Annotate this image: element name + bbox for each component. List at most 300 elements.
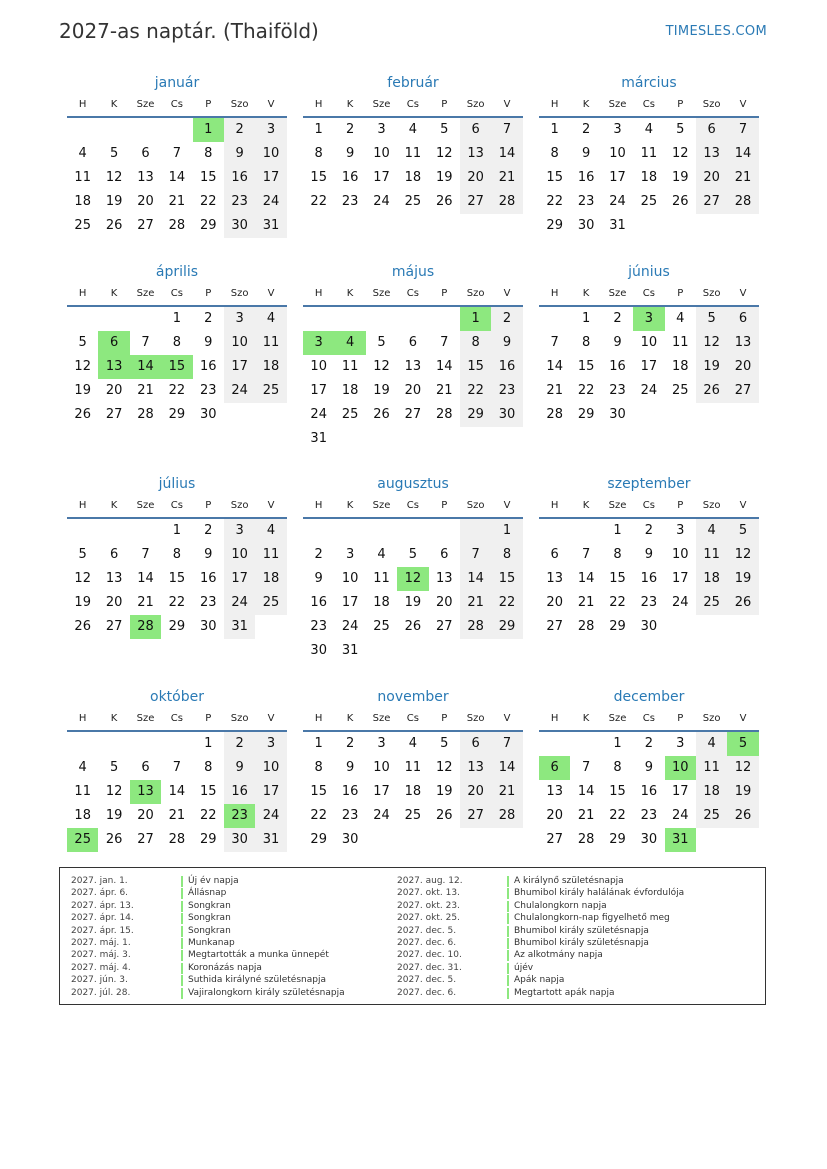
day-cell: 7 — [581, 547, 591, 562]
day-cell: 20 — [696, 166, 727, 190]
weekday-label: V — [503, 99, 511, 110]
legend-holiday-name: Chulalongkorn napja — [514, 900, 607, 911]
day-cell: 19 — [74, 383, 91, 398]
empty-cell — [366, 519, 397, 543]
day-cell: 21 — [137, 383, 154, 398]
day-cell: 26 — [404, 619, 422, 634]
day-cell: 23 — [224, 190, 255, 214]
day-cell: 24 — [373, 808, 390, 823]
month-name: április — [155, 264, 199, 280]
day-cell: 12 — [74, 359, 91, 374]
day-cell: 28 — [491, 190, 522, 214]
weekday-label: H — [550, 713, 559, 724]
day-cell: 24 — [224, 591, 255, 615]
weekday-label: Cs — [170, 288, 183, 299]
day-cell: 9 — [613, 335, 622, 350]
day-cell: 23 — [341, 194, 359, 209]
day-cell: 15 — [310, 784, 327, 799]
holiday-day-cell: 25 — [67, 828, 98, 852]
day-cell: 5 — [696, 307, 727, 331]
day-cell: 20 — [460, 780, 491, 804]
day-cell: 4 — [255, 307, 286, 331]
weekday-label: Cs — [642, 713, 655, 724]
day-grid — [67, 519, 287, 639]
weekday-label: K — [110, 500, 118, 511]
day-cell: 11 — [696, 543, 727, 567]
day-cell: 5 — [408, 547, 417, 562]
day-cell: 13 — [546, 784, 563, 799]
day-cell: 30 — [640, 832, 658, 847]
legend-holiday-name: Bhumibol király halálának évfordulója — [514, 888, 685, 899]
legend-column-left — [71, 875, 345, 999]
legend-date: 2027. dec. 6. — [397, 937, 457, 948]
day-cell: 17 — [255, 780, 286, 804]
weekday-label: K — [346, 500, 354, 511]
legend-date: 2027. ápr. 15. — [71, 925, 134, 936]
day-cell: 26 — [105, 218, 123, 233]
day-cell: 4 — [644, 122, 653, 137]
empty-cell — [334, 307, 365, 331]
empty-cell — [570, 519, 601, 543]
weekday-label: K — [582, 500, 590, 511]
weekday-label: Cs — [170, 713, 183, 724]
day-cell: 17 — [341, 595, 359, 610]
day-cell: 5 — [377, 335, 386, 350]
weekday-label: Cs — [642, 500, 655, 511]
day-cell: 9 — [491, 331, 522, 355]
day-cell: 5 — [440, 122, 449, 137]
day-cell: 16 — [341, 170, 359, 185]
legend-date: 2027. ápr. 6. — [71, 888, 129, 899]
day-cell: 7 — [460, 543, 491, 567]
legend-holiday-name: Songkran — [188, 900, 231, 911]
month-5 — [303, 261, 523, 451]
day-cell: 25 — [404, 808, 422, 823]
weekday-header — [303, 708, 523, 732]
day-cell: 4 — [377, 547, 386, 562]
day-cell: 15 — [460, 355, 491, 379]
weekday-label: K — [346, 713, 354, 724]
day-cell: 11 — [255, 543, 286, 567]
weekday-label: Sze — [608, 713, 627, 724]
legend-holiday-name: Vajiralongkorn király születésnapja — [188, 987, 345, 998]
legend-holiday-name: Songkran — [188, 913, 231, 924]
page-title: 2027-as naptár. (Thaiföld) — [59, 19, 319, 43]
weekday-header — [67, 708, 287, 732]
day-cell: 24 — [310, 407, 327, 422]
legend-holiday-name: Songkran — [188, 925, 231, 936]
legend-date: 2027. okt. 13. — [397, 888, 460, 899]
day-cell: 4 — [78, 760, 87, 775]
day-cell: 19 — [696, 355, 727, 379]
month-9 — [539, 473, 759, 639]
empty-cell — [429, 307, 460, 331]
day-cell: 8 — [172, 335, 181, 350]
legend-row — [397, 937, 684, 949]
day-cell: 5 — [676, 122, 685, 137]
day-cell: 9 — [224, 756, 255, 780]
day-cell: 22 — [310, 808, 327, 823]
day-cell: 13 — [460, 756, 491, 780]
day-cell: 15 — [199, 170, 217, 185]
day-cell: 15 — [577, 359, 595, 374]
day-cell: 25 — [373, 619, 390, 634]
day-cell: 16 — [577, 170, 595, 185]
day-cell: 2 — [204, 311, 213, 326]
weekday-header — [539, 495, 759, 519]
day-cell: 12 — [435, 760, 453, 775]
day-cell: 18 — [640, 170, 658, 185]
day-cell: 30 — [491, 403, 522, 427]
weekday-label: P — [677, 99, 684, 110]
month-name: február — [387, 75, 439, 91]
legend-marker — [507, 901, 509, 912]
legend-row — [397, 974, 684, 986]
empty-cell — [303, 519, 334, 543]
day-cell: 30 — [224, 214, 255, 238]
weekday-header — [303, 283, 523, 307]
day-cell: 1 — [613, 736, 622, 751]
holiday-day-cell: 3 — [633, 307, 664, 331]
day-cell: 16 — [310, 595, 327, 610]
holiday-day-cell: 23 — [224, 804, 255, 828]
holiday-day-cell: 31 — [665, 828, 696, 852]
day-cell: 20 — [105, 383, 123, 398]
day-cell: 21 — [577, 808, 595, 823]
day-cell: 26 — [696, 379, 727, 403]
day-cell: 10 — [609, 146, 626, 161]
legend-row — [397, 987, 684, 999]
legend-row — [71, 900, 345, 912]
day-cell: 3 — [255, 732, 286, 756]
day-cell: 6 — [141, 146, 150, 161]
weekday-label: Cs — [170, 500, 183, 511]
day-cell: 22 — [460, 379, 491, 403]
day-cell: 15 — [310, 170, 327, 185]
legend-holiday-name: Megtartott apák napja — [514, 987, 615, 998]
day-cell: 23 — [609, 383, 626, 398]
day-cell: 18 — [671, 359, 689, 374]
day-cell: 2 — [581, 122, 591, 137]
day-cell: 8 — [613, 547, 622, 562]
day-cell: 23 — [577, 194, 595, 209]
day-cell: 19 — [74, 595, 91, 610]
day-cell: 14 — [137, 571, 154, 586]
empty-cell — [130, 519, 161, 543]
weekday-label: V — [267, 288, 275, 299]
day-cell: 14 — [460, 567, 491, 591]
empty-cell — [570, 732, 601, 756]
day-cell: 26 — [74, 407, 91, 422]
day-cell: 29 — [168, 407, 186, 422]
empty-cell — [161, 118, 192, 142]
day-cell: 4 — [78, 146, 87, 161]
day-cell: 2 — [613, 311, 622, 326]
day-cell: 10 — [671, 547, 689, 562]
day-cell: 30 — [609, 407, 626, 422]
holiday-day-cell: 4 — [334, 331, 365, 355]
day-cell: 2 — [491, 307, 522, 331]
weekday-label: V — [503, 500, 511, 511]
legend-marker — [181, 926, 183, 937]
day-cell: 30 — [310, 643, 327, 658]
weekday-label: Szo — [702, 713, 721, 724]
weekday-label: K — [582, 713, 590, 724]
day-cell: 16 — [640, 784, 658, 799]
empty-cell — [334, 519, 365, 543]
weekday-label: V — [739, 500, 747, 511]
weekday-label: Szo — [230, 99, 249, 110]
holiday-day-cell: 14 — [130, 355, 161, 379]
day-cell: 7 — [172, 146, 181, 161]
empty-cell — [161, 732, 192, 756]
holiday-day-cell: 6 — [539, 756, 570, 780]
day-cell: 25 — [74, 218, 91, 233]
legend-date: 2027. jan. 1. — [71, 876, 128, 886]
legend-date: 2027. aug. 12. — [397, 876, 463, 886]
day-cell: 21 — [168, 194, 186, 209]
weekday-label: P — [205, 713, 212, 724]
day-cell: 7 — [141, 547, 150, 562]
legend-date: 2027. ápr. 14. — [71, 913, 134, 924]
day-cell: 18 — [373, 595, 390, 610]
day-cell: 6 — [460, 732, 491, 756]
day-cell: 29 — [577, 407, 595, 422]
day-cell: 12 — [105, 784, 123, 799]
day-cell: 7 — [141, 335, 150, 350]
day-cell: 26 — [373, 407, 390, 422]
day-cell: 24 — [255, 190, 286, 214]
weekday-header — [539, 94, 759, 118]
day-cell: 16 — [491, 355, 522, 379]
day-cell: 22 — [491, 591, 522, 615]
day-cell: 9 — [204, 335, 213, 350]
legend-row — [397, 925, 684, 937]
legend-marker — [181, 963, 183, 974]
day-cell: 31 — [341, 643, 359, 658]
day-grid — [303, 118, 523, 214]
day-cell: 8 — [204, 146, 213, 161]
legend-marker — [181, 988, 183, 999]
month-name: január — [154, 75, 200, 91]
day-cell: 22 — [199, 808, 217, 823]
weekday-label: H — [550, 500, 559, 511]
day-cell: 23 — [640, 808, 658, 823]
day-cell: 2 — [224, 732, 255, 756]
holiday-day-cell: 12 — [397, 567, 428, 591]
weekday-label: H — [550, 288, 559, 299]
day-cell: 29 — [199, 832, 217, 847]
day-cell: 19 — [404, 595, 422, 610]
weekday-label: Szo — [466, 713, 485, 724]
day-cell: 6 — [460, 118, 491, 142]
day-cell: 1 — [172, 311, 181, 326]
legend-marker — [507, 988, 509, 999]
day-cell: 11 — [696, 756, 727, 780]
day-cell: 3 — [345, 547, 355, 562]
legend-marker — [507, 888, 509, 899]
day-cell: 8 — [491, 543, 522, 567]
day-cell: 1 — [581, 311, 591, 326]
day-cell: 8 — [314, 760, 323, 775]
day-cell: 9 — [224, 142, 255, 166]
weekday-label: H — [78, 500, 87, 511]
weekday-label: Sze — [372, 713, 391, 724]
weekday-label: Szo — [702, 99, 721, 110]
day-cell: 18 — [404, 784, 422, 799]
day-cell: 11 — [404, 760, 422, 775]
day-cell: 14 — [577, 784, 595, 799]
weekday-label: K — [346, 99, 354, 110]
legend-date: 2027. ápr. 13. — [71, 900, 134, 911]
month-name: június — [628, 264, 670, 280]
holiday-legend — [59, 867, 766, 1005]
weekday-label: Cs — [406, 713, 419, 724]
legend-date: 2027. dec. 31. — [397, 962, 462, 973]
day-cell: 13 — [546, 571, 563, 586]
day-cell: 17 — [373, 784, 390, 799]
weekday-label: H — [314, 713, 323, 724]
day-cell: 13 — [105, 571, 123, 586]
month-name: október — [150, 689, 204, 705]
day-cell: 14 — [546, 359, 563, 374]
weekday-label: K — [110, 99, 118, 110]
day-cell: 30 — [224, 828, 255, 852]
day-cell: 29 — [199, 218, 217, 233]
day-grid — [303, 732, 523, 852]
weekday-label: P — [441, 99, 448, 110]
empty-cell — [98, 118, 129, 142]
legend-row — [71, 875, 345, 887]
month-1 — [67, 72, 287, 238]
day-cell: 16 — [199, 571, 217, 586]
legend-date: 2027. dec. 10. — [397, 950, 462, 961]
day-cell: 13 — [696, 142, 727, 166]
legend-holiday-name: Az alkotmány napja — [514, 950, 603, 961]
legend-holiday-name: A királynő születésnapja — [514, 876, 624, 886]
day-cell: 29 — [491, 615, 522, 639]
day-cell: 8 — [613, 760, 622, 775]
weekday-label: Sze — [608, 500, 627, 511]
weekday-label: K — [582, 288, 590, 299]
day-cell: 19 — [435, 784, 453, 799]
day-cell: 21 — [727, 166, 758, 190]
day-cell: 18 — [341, 383, 359, 398]
day-cell: 7 — [550, 335, 559, 350]
day-cell: 2 — [224, 118, 255, 142]
legend-holiday-name: Bhumibol király születésnapja — [514, 925, 649, 936]
day-cell: 1 — [491, 519, 522, 543]
day-cell: 13 — [137, 170, 154, 185]
day-cell: 1 — [204, 736, 213, 751]
holiday-day-cell: 1 — [193, 118, 224, 142]
day-cell: 2 — [345, 736, 355, 751]
day-cell: 30 — [577, 218, 595, 233]
day-cell: 20 — [727, 355, 758, 379]
month-name: szeptember — [607, 476, 691, 492]
day-cell: 10 — [224, 331, 255, 355]
day-cell: 14 — [727, 142, 758, 166]
empty-cell — [429, 519, 460, 543]
legend-row — [71, 949, 345, 961]
day-cell: 5 — [78, 547, 87, 562]
day-cell: 9 — [644, 760, 653, 775]
weekday-label: K — [346, 288, 354, 299]
weekday-header — [539, 283, 759, 307]
day-cell: 15 — [609, 784, 626, 799]
day-cell: 25 — [404, 194, 422, 209]
day-cell: 11 — [404, 146, 422, 161]
empty-cell — [303, 307, 334, 331]
day-cell: 24 — [255, 804, 286, 828]
day-cell: 14 — [435, 359, 453, 374]
weekday-label: Szo — [702, 500, 721, 511]
empty-cell — [539, 732, 570, 756]
day-cell: 29 — [460, 403, 491, 427]
day-cell: 18 — [74, 194, 91, 209]
weekday-header — [303, 94, 523, 118]
day-cell: 5 — [78, 335, 87, 350]
legend-marker — [181, 975, 183, 986]
legend-marker — [507, 938, 509, 949]
day-cell: 22 — [609, 595, 626, 610]
holiday-day-cell: 15 — [161, 355, 192, 379]
day-cell: 10 — [255, 142, 286, 166]
day-cell: 26 — [671, 194, 689, 209]
day-cell: 23 — [491, 379, 522, 403]
empty-cell — [98, 732, 129, 756]
weekday-label: Cs — [406, 99, 419, 110]
day-cell: 28 — [435, 407, 453, 422]
day-cell: 25 — [696, 591, 727, 615]
day-cell: 14 — [577, 571, 595, 586]
day-cell: 25 — [255, 591, 286, 615]
day-cell: 2 — [345, 122, 355, 137]
day-cell: 24 — [671, 595, 689, 610]
day-cell: 8 — [314, 146, 323, 161]
month-7 — [67, 473, 287, 639]
day-cell: 15 — [199, 784, 217, 799]
day-cell: 10 — [224, 543, 255, 567]
holiday-day-cell: 10 — [665, 756, 696, 780]
day-cell: 6 — [141, 760, 150, 775]
weekday-label: H — [78, 99, 87, 110]
legend-date: 2027. máj. 4. — [71, 962, 131, 973]
day-cell: 14 — [491, 756, 522, 780]
day-cell: 26 — [727, 804, 758, 828]
month-name: november — [377, 689, 449, 705]
empty-cell — [130, 307, 161, 331]
day-cell: 22 — [577, 383, 595, 398]
day-grid — [539, 307, 759, 427]
month-name: augusztus — [377, 476, 449, 492]
brand-link[interactable]: TIMESLES.COM — [665, 24, 767, 39]
day-cell: 20 — [435, 595, 453, 610]
day-cell: 27 — [105, 407, 123, 422]
empty-cell — [67, 118, 98, 142]
day-cell: 1 — [314, 736, 323, 751]
day-cell: 22 — [609, 808, 626, 823]
day-cell: 17 — [224, 567, 255, 591]
weekday-label: K — [582, 99, 590, 110]
weekday-label: V — [503, 288, 511, 299]
day-cell: 18 — [255, 355, 286, 379]
day-cell: 3 — [224, 519, 255, 543]
day-cell: 23 — [640, 595, 658, 610]
weekday-label: H — [314, 288, 323, 299]
day-cell: 30 — [341, 832, 359, 847]
legend-row — [71, 974, 345, 986]
